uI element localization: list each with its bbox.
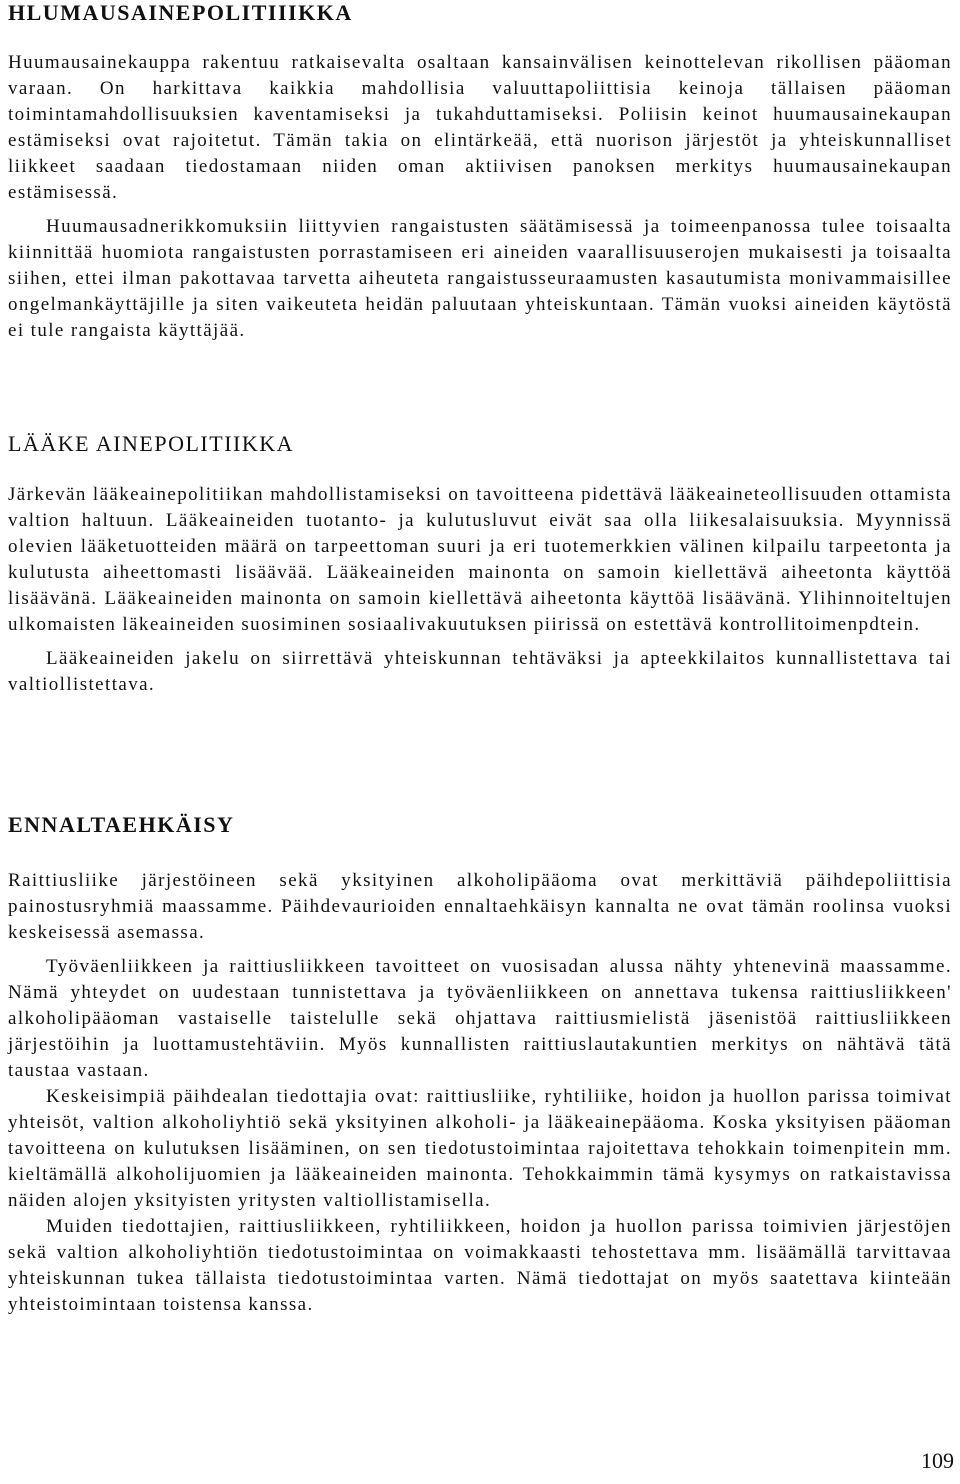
- paragraph: Muiden tiedottajien, raittiusliikkeen, ryhtiliikkeen, hoidon ja huollon parissa toimivien järjestöjen sekä valtion alkoholiyhtiön tiedotustoimintaa on voimakkaasti tehostettava mm. lisäämällä tarvittavaa yhteiskunnan tukea tällaista tiedotustoimintaa varten. Nämä tiedottajat on myös saatettava kiinteään yhteistoimintaan toistensa kanssa.: [8, 1216, 952, 1315]
- paragraph: Lääkeaineiden jakelu on siirrettävä yhteiskunnan tehtäväksi ja apteekkilaitos kunnallistettava tai valtiollistettava.: [8, 648, 952, 695]
- paragraph: Järkevän lääkeainepolitiikan mahdollistamiseksi on tavoitteena pidettävä lääkeaineteollisuuden ottamista valtion haltuun. Lääkeaineiden tuotanto- ja kulutusluvut eivät saa olla liikesalaisuuksia. Myynnissä olevien lääketuotteiden määrä on tarpeettoman suuri ja eri tuotemerkkien välinen kilpailu tarpeetonta ja kulutusta aiheettomasti lisäävää. Lääkeaineiden mainonta on samoin kiellettävä aiheetonta käyttöä lisäävänä. Lääkeaineiden mainonta on samoin kiellettävä aiheetonta käyttöä lisäävänä. Ylihinnoiteltujen ulkomaisten läkeaineiden suosiminen sosiaalivakuutuksen piirissä on estettävä kontrollitoimenpdtein.: [8, 484, 952, 635]
- paragraph: Huumausadnerikkomuksiin liittyvien rangaistusten säätämisessä ja toimeenpanossa tulee toisaalta kiinnittää huomiota rangaistusten porrastamiseen eri aineiden vaarallisuuserojen mukaisesti ja toisaalta siihen, ettei ilman pakottavaa tarvetta aiheuteta rangaistusseuraamusten kasautumista monivammaisillee ongelmankäyttäjille ja siten vaikeuteta heidän paluutaan yhteiskuntaan. Tämän vuoksi aineiden käytöstä ei tule rangaista käyttäjää.: [8, 216, 952, 341]
- page-number: 109: [921, 1448, 954, 1473]
- section-heading-laakeainepolitiikka: LÄÄKE AINEPOLITIIKKA: [8, 431, 295, 456]
- section-body-ennaltaehkaisy: [8, 868, 952, 1318]
- section-body-laakeainepolitiikka: [8, 482, 952, 698]
- section-heading-ennaltaehkaisy: ENNALTAEHKÄISY: [8, 812, 235, 837]
- paragraph: Huumausainekauppa rakentuu ratkaisevalta osaltaan kansainvälisen keinottelevan rikollisen pääoman varaan. On harkittava kaikkia mahdollisia valuuttapoliittisia keinoja tällaisen pääoman toimintamahdollisuuksien kaventamiseksi ja tukahduttamiseksi. Poliisin keinot huumausainekaupan estämiseksi ovat rajoitetut. Tämän takia on elintärkeää, että nuorison järjestöt ja yhteiskunnalliset liikkeet saadaan tiedostamaan niiden oman aktiivisen panoksen merkitys huumausainekaupan estämisessä.: [8, 52, 952, 203]
- paragraph: Keskeisimpiä päihdealan tiedottajia ovat: raittiusliike, ryhtiliike, hoidon ja huollon parissa toimivat yhteisöt, valtion alkoholiyhtiö sekä yksityinen alkoholi- ja lääkeainepääoma. Koska yksityisen pääoman tavoitteena on kulutuksen lisääminen, on sen tiedotustoimintaa rajoitettava tehokkain toimenpitein mm. kieltämällä alkoholijuomien ja lääkeaineiden mainonta. Tehokkaimmin tämä kysymys on ratkaistavissa näiden alojen yksityisten yritysten valtiollistamisella.: [8, 1086, 952, 1211]
- section-heading-huumausainepolitiikka: HLUMAUSAINEPOLITIIIKKA: [8, 0, 353, 25]
- paragraph: Raittiusliike järjestöineen sekä yksityinen alkoholipääoma ovat merkittäviä päihdepoliittisia painostusryhmiä maassamme. Päihdevaurioiden ennaltaehkäisyn kannalta ne ovat tämän roolinsa vuoksi keskeisessä asemassa.: [8, 870, 952, 943]
- section-body-huumausainepolitiikka: [8, 50, 952, 344]
- paragraph: Työväenliikkeen ja raittiusliikkeen tavoitteet on vuosisadan alussa nähty yhtenevinä maassamme. Nämä yhteydet on uudestaan tunnistettava ja työväenliikkeen on annettava tukensa raittiusliikkeen' alkoholipääoman vastaiselle taistelulle sekä ohjattava raittiusmielistä jäsenistöä raittiusliikkeen järjestöihin ja luottamustehtäviin. Myös kunnallisten raittiuslautakuntien merkitys on nähtävä tätä taustaa vastaan.: [8, 956, 952, 1081]
